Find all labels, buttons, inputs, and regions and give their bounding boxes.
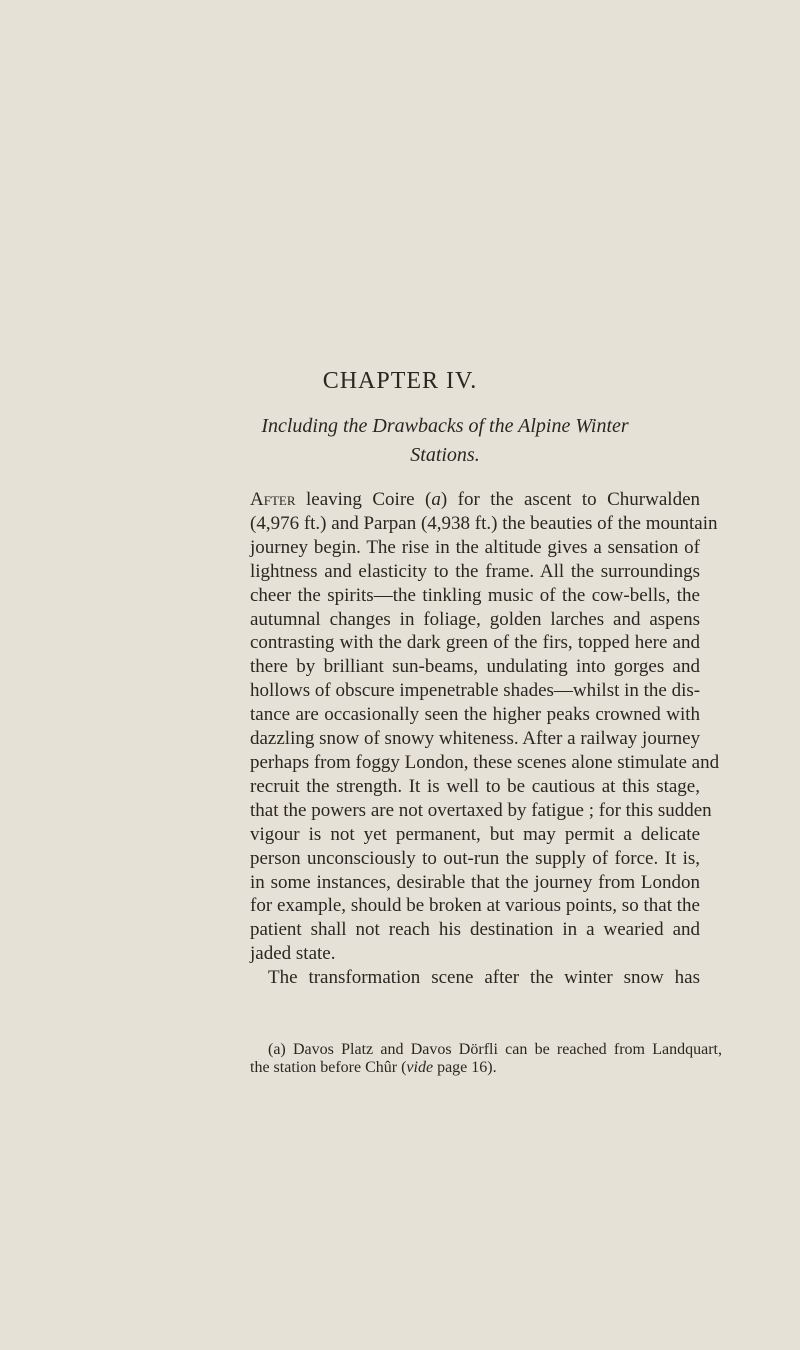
footnote bbox=[250, 1041, 722, 1077]
body-line: contrasting with the dark green of the firs, topped here and bbox=[250, 632, 700, 654]
footnote-vide: vide bbox=[406, 1059, 434, 1076]
footnote-text: Davos Platz and Davos Dörfli can be reached from Landquart, bbox=[285, 1041, 722, 1058]
body-line-text: ) for the ascent to Churwalden bbox=[440, 489, 700, 510]
chapter-subtitle bbox=[230, 412, 660, 470]
body-paragraphs bbox=[250, 488, 720, 990]
body-line: in some instances, desirable that the journey from London bbox=[250, 871, 700, 893]
chapter-title: CHAPTER IV. bbox=[322, 368, 478, 394]
body-line: hollows of obscure impenetrable shades—whilst in the dis- bbox=[250, 680, 701, 702]
body-line: recruit the strength. It is well to be cautious at this stage, bbox=[250, 775, 700, 797]
footnote-text: the station before Chûr ( bbox=[250, 1059, 407, 1076]
body-line: there by brilliant sun-beams, undulating into gorges and bbox=[250, 656, 700, 678]
body-line: person unconsciously to out-run the supply of force. It is, bbox=[250, 847, 700, 869]
footnote-line bbox=[250, 1059, 722, 1077]
body-line: that the powers are not overtaxed by fatigue ; for this sudden bbox=[250, 799, 712, 821]
opening-word: After bbox=[250, 489, 296, 510]
body-line: dazzling snow of snowy whiteness. After a railway journey bbox=[250, 728, 701, 750]
body-line: cheer the spirits—the tinkling music of the cow-bells, the bbox=[250, 584, 700, 606]
body-line-text: leaving Coire ( bbox=[295, 489, 432, 510]
body-line: vigour is not yet permanent, but may permit a delicate bbox=[250, 823, 700, 845]
body-line-text: The transformation scene after the winter snow has bbox=[268, 967, 700, 989]
subtitle-line-1: Including the Drawbacks of the Alpine Winter bbox=[261, 415, 629, 437]
body-line: patient shall not reach his destination in a wearied and bbox=[250, 919, 700, 941]
subtitle-line-2: Stations. bbox=[410, 444, 480, 466]
body-line: journey begin. The rise in the altitude gives a sensation of bbox=[250, 536, 700, 558]
body-line: tance are occasionally seen the higher peaks crowned with bbox=[250, 704, 700, 726]
body-line: for example, should be broken at various points, so that the bbox=[250, 895, 700, 917]
footnote-text: page 16). bbox=[433, 1059, 497, 1076]
footnote-marker: (a) bbox=[268, 1041, 286, 1058]
body-line bbox=[250, 966, 700, 990]
body-line: jaded state. bbox=[250, 943, 336, 965]
footnote-ref-a: a bbox=[431, 489, 441, 510]
body-line: perhaps from foggy London, these scenes alone stimulate and bbox=[250, 751, 720, 773]
body-line bbox=[250, 488, 700, 512]
body-line: (4,976 ft.) and Parpan (4,938 ft.) the beauties of the mountain bbox=[250, 512, 718, 534]
body-line: autumnal changes in foliage, golden larches and aspens bbox=[250, 608, 700, 630]
body-line: lightness and elasticity to the frame. All the surroundings bbox=[250, 560, 700, 582]
footnote-line bbox=[250, 1041, 722, 1059]
